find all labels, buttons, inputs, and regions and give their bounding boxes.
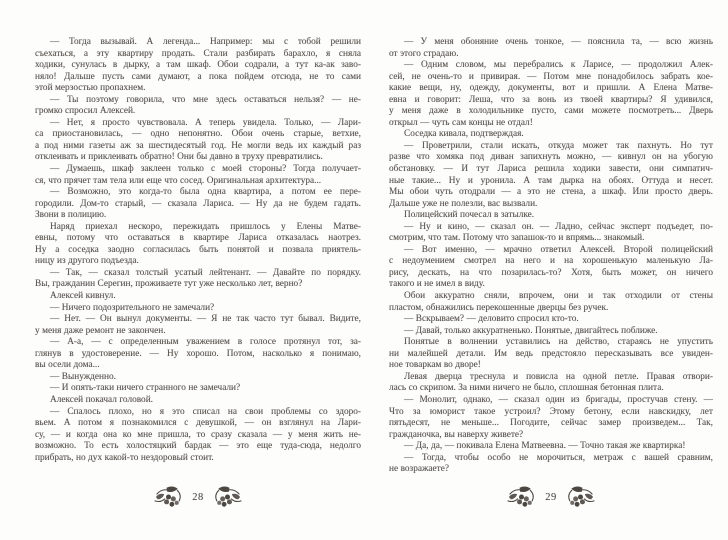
text-line: — А-а, — с определенным уважением в голосе протянул тот, за- xyxy=(50,337,361,348)
text-line: такого и не имел в виду. xyxy=(389,279,485,290)
text-line: Звони в полицию. xyxy=(35,210,107,221)
text-line: отклеивать и приклеивать обратно! Они бы давно в труху превратились. xyxy=(35,152,323,163)
page-number: 29 xyxy=(545,491,557,503)
text-line: этой мерзостью пропахнем. xyxy=(35,83,146,94)
text-line: у меня даже ремонт не закончен. xyxy=(35,325,166,336)
text-line: лась со скрипом. За ними ничего не было, сплошная бетонная плита. xyxy=(389,383,664,394)
text-line: — Вынужденно. xyxy=(50,371,116,382)
text-line: — Тогда вызывай. А легенда... Например: мы с тобой решили xyxy=(50,37,361,47)
text-line: Вы, гражданин Серегин, проживаете тут уже несколько лет, верно? xyxy=(35,279,303,290)
floral-ornament-icon xyxy=(212,484,243,510)
page-left-footer xyxy=(35,482,361,512)
page-right-footer xyxy=(389,482,713,512)
text-line: су, — и когда она ко мне пришла, то сразу сказала — у меня жить не- xyxy=(35,429,361,440)
text-line: сей, не очень-то и привирая. — Потом мне понадобилось забрать кое- xyxy=(389,71,713,82)
text-line: рису, дескать, на что позарилась-то? Хотя, быть может, он ничего xyxy=(389,267,713,278)
text-line: Обои аккуратно сняли, впрочем, они и так отходили от стены xyxy=(404,291,713,302)
text-line: обстановку. — И тут Лариса решила ходики завести, они симпатич- xyxy=(389,164,713,175)
text-line: прибрать, но дух какой-то нездоровый стоит. xyxy=(35,452,214,463)
text-line: ся, что прячет там тела или еще что сосед. Оригинальная архитектура... xyxy=(35,175,322,186)
text-line: Наряд приехал нескоро, пережидать пришлось у Елены Матве- xyxy=(50,221,361,232)
floral-ornament-icon xyxy=(153,484,184,510)
text-line: евна и говорит: Леша, что за вонь из твоей квартиры? Я удивился, xyxy=(389,94,713,105)
text-line: у меня даже в холодильнике пусто, сами можете посмотреть... Дверь xyxy=(389,106,713,117)
text-line: — Ты поэтому говорила, что мне здесь оставаться нельзя? — не- xyxy=(50,94,361,105)
floral-ornament-icon xyxy=(565,484,596,510)
text-line: Левая дверца треснула и повисла на одной петле. Правая отвори- xyxy=(404,371,713,382)
text-line: ное товаркам во дворе! xyxy=(389,360,481,371)
text-line: ницу из другого подъезда. xyxy=(35,256,139,267)
text-line: глянув в удостоверение. — Ну хорошо. Потом, насколько я понимаю, xyxy=(35,348,361,359)
text-line: не возражаете? xyxy=(389,464,449,475)
text-line: Алексей покачал головой. xyxy=(50,394,154,405)
text-line: Алексей кивнул. xyxy=(50,291,116,302)
text-line: от этого страдаю. xyxy=(389,48,459,59)
page-number: 28 xyxy=(192,491,204,503)
text-line: евны, потому что оставаться в квартире Лариса отказалась наотрез. xyxy=(35,233,361,244)
text-line: няло! Дальше пусть сами думают, а пока пойдем отсюда, не то сами xyxy=(35,71,361,82)
text-line: — Тогда, чтобы особо не морочиться, метраж с вашей сравним, xyxy=(404,452,713,463)
text-line: с недоумением смотрел на него и на хорошенькую маленькую Ла- xyxy=(389,256,713,267)
text-line: — Давай, только аккуратненько. Понятые, двигайтесь поближе. xyxy=(404,325,658,336)
text-line: ни малейшей детали. Им ведь предстояло пересказывать все увиден- xyxy=(389,348,713,359)
text-line: — У меня обоняние очень тонкое, — пояснила та, — всю жизнь xyxy=(404,37,713,47)
page-right-text xyxy=(389,37,713,476)
text-line: вьем. А потом я познакомился с девушкой, — он взглянул на Лари- xyxy=(35,418,361,429)
text-line: открыл — чуть сам концы не отдал! xyxy=(389,117,533,128)
text-line: — Монолит, однако, — сказал один из бригады, простучав стену. — xyxy=(404,394,713,405)
page-right xyxy=(389,0,713,540)
text-line: городили. Дом-то старый, — сказала Лариса. — Ну да не будем гадать. xyxy=(35,198,361,209)
text-line: громко спросил Алексей. xyxy=(35,106,136,117)
text-line: разве что хомяка под диван запихнуть можно, — кивнул он на убогую xyxy=(389,152,713,163)
page-left-text xyxy=(35,37,361,464)
floral-ornament-icon xyxy=(506,484,537,510)
text-line: смотрим, что там. Потому что запашок-то и впрямь... знакомый. xyxy=(389,233,645,244)
text-line: — Одним словом, мы перебрались к Ларисе, — продолжил Алек- xyxy=(404,60,713,71)
text-line: пятьдесят, не меньше... Погодите, сейчас замер произведем... Так, xyxy=(389,418,713,429)
text-line: Соседка кивала, подтверждая. xyxy=(404,129,524,140)
text-line: ные такие... Ну и уронила. А там дырка на обоях. Оттуда и несет. xyxy=(389,175,713,186)
text-line: Дальше уже не полезли, вас вызвали. xyxy=(389,198,538,209)
text-line: ходики, сунулась в дырку, а там шкаф. Обои содрали, а тут ка-ак заво- xyxy=(35,60,361,71)
text-line: вы осели дома... xyxy=(35,360,100,371)
text-line: — Думаешь, шкаф заклеен только с моей стороны? Тогда получает- xyxy=(50,164,361,175)
text-line: Что за юморист такое устроил? Этому бетону, если навскидку, лет xyxy=(389,406,713,417)
text-line: а под ними газеты аж за шестидесятый год. Не могли ведь их каждый раз xyxy=(35,140,361,151)
text-line: — Вот именно, — мрачно ответил Алексей. Второй полицейский xyxy=(404,244,713,255)
text-line: — Нет. — Он вынул документы. — Я не так часто тут бывал. Видите, xyxy=(50,314,361,325)
text-line: са приостановилась, — одно непонятно. Обои очень старые, ветхие, xyxy=(35,129,361,140)
text-line: возможно. То есть холостяцкий бардак — это еще туда-сюда, недолго xyxy=(35,441,361,452)
text-line: — Так, — сказал толстый усатый лейтенант. — Давайте по порядку. xyxy=(50,267,361,278)
text-line: Мы обои чуть отодрали — а это не стена, а шкаф. Или просто дверь. xyxy=(389,187,713,198)
text-line: — Вскрываем? — деловито спросил кто-то. xyxy=(404,314,579,325)
text-line: пластом, обнажились перекошенные дверцы без ручек. xyxy=(389,302,609,313)
text-line: — Нет, я просто чувствовала. А теперь увидела. Только, — Лари- xyxy=(50,117,361,128)
text-line: Понятые в волнении уставились на действо, стараясь не упустить xyxy=(404,337,713,348)
text-line: — Ну и кино, — сказал он. — Ладно, сейчас эксперт подъедет, по- xyxy=(404,221,713,232)
page-left xyxy=(35,0,361,540)
text-line: Ну а соседка заодно согласилась быть понятой и позвала приятель- xyxy=(35,244,361,255)
text-line: — Да, да, — покивала Елена Матвеевна. — Точно такая же квартирка! xyxy=(404,441,686,452)
text-line: гражданочка, вы наверху живете? xyxy=(389,429,524,440)
text-line: какие вещи, ну, одежду, документы, вот и пришли. А Елена Матве- xyxy=(389,83,713,94)
text-line: — Спалось плохо, но я это списал на свои проблемы со здоро- xyxy=(50,406,361,417)
text-line: — Проветрили, стали искать, откуда может так пахнуть. Но тут xyxy=(404,140,713,151)
text-line: Полицейский почесал в затылке. xyxy=(404,210,535,221)
text-line: — Ничего подозрительного не замечали? xyxy=(50,302,215,313)
text-line: — Возможно, это когда-то была одна квартира, а потом ее пере- xyxy=(50,187,361,198)
text-line: — И опять-таки ничего странного не замечали? xyxy=(50,383,241,394)
text-line: съехаться, а эту квартиру продать. Стали разбирать барахло, я сняла xyxy=(35,48,361,59)
